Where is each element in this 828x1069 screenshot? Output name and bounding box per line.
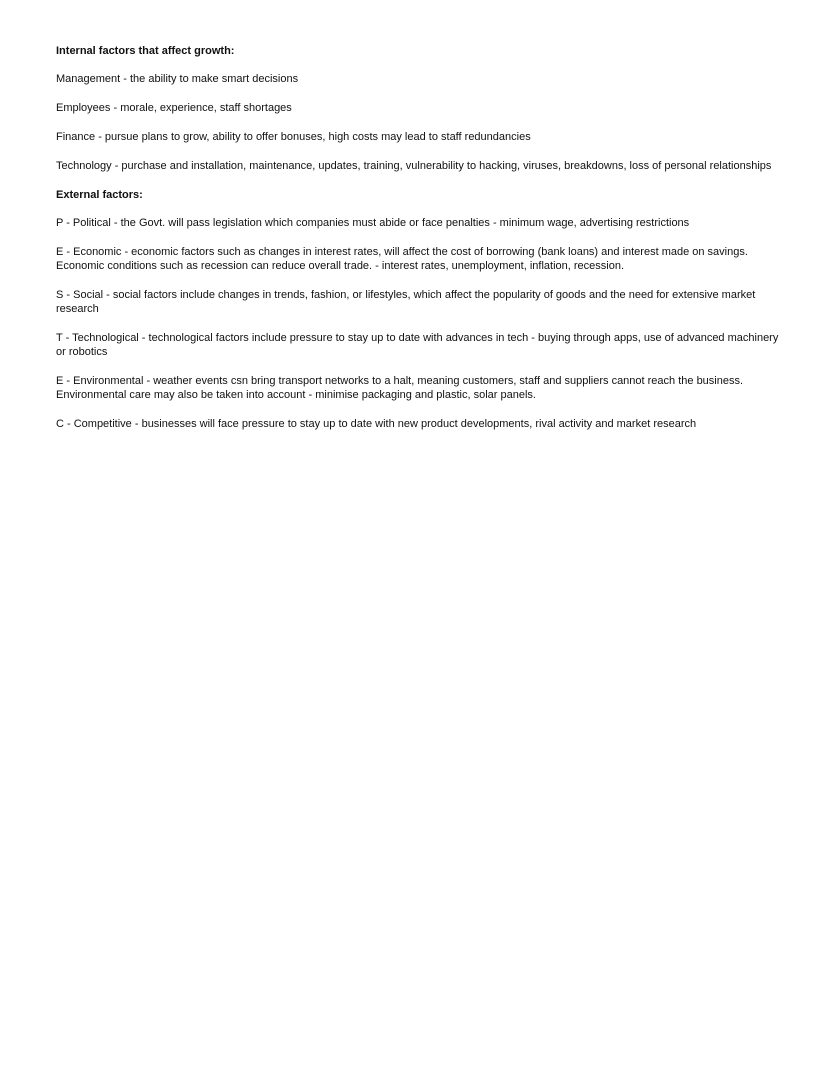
external-factor-social: S - Social - social factors include changes in trends, fashion, or lifestyles, which affect the popularity of goods and the need for extensive market research xyxy=(56,289,756,315)
external-factor-economic: E - Economic - economic factors such as changes in interest rates, will affect the cost of borrowing (bank loans) and interest made on savings. Economic conditions such as recession can reduce overall trade. - interest rates, unemployment, inflation, recession. xyxy=(56,246,748,272)
external-factor-political: P - Political - the Govt. will pass legislation which companies must abide or face penalties - minimum wage, advertising restrictions xyxy=(56,217,690,229)
internal-factor-employees: Employees - morale, experience, staff shortages xyxy=(56,102,292,114)
external-factor-environmental: E - Environmental - weather events csn bring transport networks to a halt, meaning customers, staff and suppliers cannot reach the business. Environmental care may also be taken into account - minimise packaging and plastic, solar panels. xyxy=(56,375,744,401)
external-factors-heading: External factors: xyxy=(56,189,143,201)
external-factor-competitive: C - Competitive - businesses will face pressure to stay up to date with new product developments, rival activity and market research xyxy=(56,418,697,430)
external-factor-technological: T - Technological - technological factors include pressure to stay up to date with advances in tech - buying through apps, use of advanced machinery or robotics xyxy=(56,332,779,358)
internal-factors-heading: Internal factors that affect growth: xyxy=(56,45,235,57)
internal-factor-management: Management - the ability to make smart decisions xyxy=(56,73,299,85)
internal-factor-finance: Finance - pursue plans to grow, ability to offer bonuses, high costs may lead to staff redundancies xyxy=(56,131,531,143)
internal-factor-technology: Technology - purchase and installation, maintenance, updates, training, vulnerability to hacking, viruses, breakdowns, loss of personal relationships xyxy=(56,160,772,172)
